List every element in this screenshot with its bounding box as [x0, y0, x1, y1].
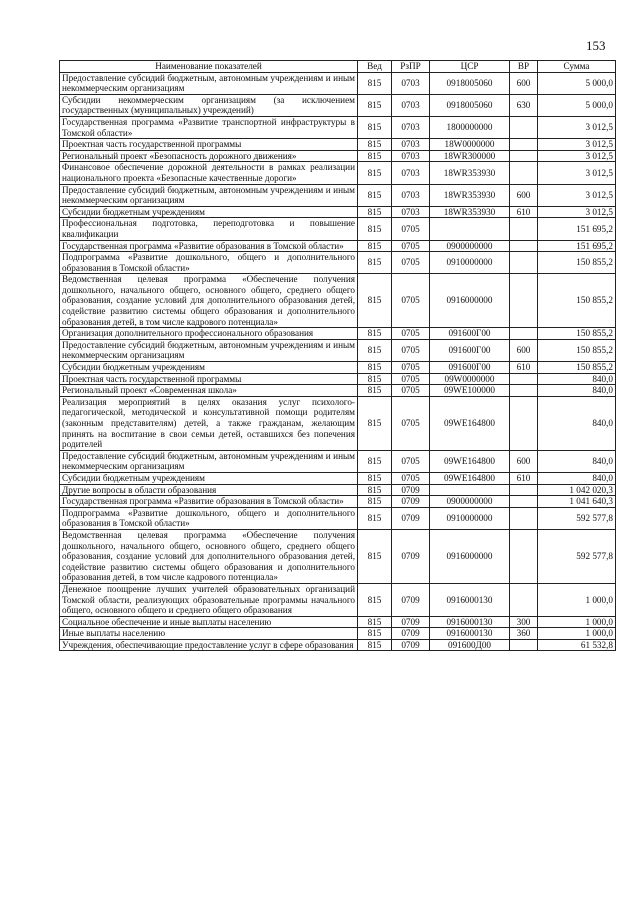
- cell-vr: [510, 583, 538, 616]
- cell-rzpr: 0709: [392, 529, 430, 583]
- cell-csr: [430, 218, 510, 240]
- cell-rzpr: 0705: [392, 362, 430, 374]
- table-row: [60, 252, 616, 274]
- cell-vr: 610: [510, 362, 538, 374]
- cell-sum: 151 695,2: [538, 240, 616, 252]
- cell-ved: 815: [358, 507, 392, 529]
- cell-ved: 815: [358, 339, 392, 361]
- header-rzpr: РзПР: [392, 61, 430, 73]
- cell-vr: [510, 385, 538, 397]
- header-csr: ЦСР: [430, 61, 510, 73]
- cell-name: Проектная часть государственной программы: [60, 139, 358, 151]
- cell-ved: 815: [358, 450, 392, 472]
- table-row: [60, 94, 616, 116]
- cell-ved: 815: [358, 385, 392, 397]
- table-row: [60, 628, 616, 640]
- cell-ved: 815: [358, 373, 392, 385]
- cell-csr: 09WE164800: [430, 472, 510, 484]
- cell-ved: 815: [358, 252, 392, 274]
- cell-ved: 815: [358, 206, 392, 218]
- cell-sum: 150 855,2: [538, 328, 616, 340]
- header-sum: Сумма: [538, 61, 616, 73]
- cell-name: Реализация мероприятий в целях оказания услуг психолого-педагогической, методической и консультативной помощи родителям (законным представителям) детей, а также гражданам, желающим принять на воспитание в свои семьи детей, оставшихся без попечения родителей: [60, 396, 358, 450]
- cell-csr: 0910000000: [430, 507, 510, 529]
- cell-name: Субсидии бюджетным учреждениям: [60, 472, 358, 484]
- cell-rzpr: 0703: [392, 94, 430, 116]
- cell-name: Предоставление субсидий бюджетным, автономным учреждениям и иным некоммерческим организациям: [60, 450, 358, 472]
- cell-ved: 815: [358, 72, 392, 94]
- cell-name: Денежное поощрение лучших учителей образовательных организаций Томской области, реализующих образовательные программы начального общего, основного общего и среднего общего образования: [60, 583, 358, 616]
- cell-csr: 1800000000: [430, 116, 510, 138]
- header-name: Наименование показателей: [60, 61, 358, 73]
- cell-sum: 3 012,5: [538, 184, 616, 206]
- cell-vr: [510, 139, 538, 151]
- table-row: [60, 274, 616, 328]
- cell-name: Региональный проект «Безопасность дорожного движения»: [60, 150, 358, 162]
- cell-name: Ведомственная целевая программа «Обеспечение получения дошкольного, начального общего, основного общего, среднего общего образования, создание условий для дополнительного образования детей, содействие развитию системы общего образования и дополнительного образования детей, в том числе кадрового потенциала»: [60, 274, 358, 328]
- cell-sum: 151 695,2: [538, 218, 616, 240]
- cell-name: Ведомственная целевая программа «Обеспечение получения дошкольного, начального общего, основного общего, среднего общего образования, создание условий для дополнительного образования детей, содействие развитию системы общего образования и дополнительного образования детей, в том числе кадрового потенциала»: [60, 529, 358, 583]
- cell-sum: 840,0: [538, 373, 616, 385]
- cell-vr: 300: [510, 616, 538, 628]
- cell-name: Предоставление субсидий бюджетным, автономным учреждениям и иным некоммерческим организациям: [60, 72, 358, 94]
- cell-ved: 815: [358, 328, 392, 340]
- cell-ved: 815: [358, 396, 392, 450]
- cell-sum: 592 577,8: [538, 507, 616, 529]
- table-row: [60, 162, 616, 184]
- cell-name: Субсидии бюджетным учреждениям: [60, 362, 358, 374]
- cell-name: Субсидии бюджетным учреждениям: [60, 206, 358, 218]
- cell-csr: 18WR353930: [430, 206, 510, 218]
- cell-rzpr: 0705: [392, 339, 430, 361]
- cell-csr: 09WE164800: [430, 450, 510, 472]
- cell-csr: 0918005060: [430, 72, 510, 94]
- cell-csr: 0900000000: [430, 496, 510, 508]
- cell-sum: 150 855,2: [538, 339, 616, 361]
- cell-sum: 3 012,5: [538, 116, 616, 138]
- cell-csr: 09WE164800: [430, 396, 510, 450]
- cell-csr: 0916000000: [430, 274, 510, 328]
- cell-rzpr: 0705: [392, 218, 430, 240]
- cell-name: Профессиональная подготовка, переподготовка и повышение квалификации: [60, 218, 358, 240]
- table-row: [60, 339, 616, 361]
- cell-vr: [510, 162, 538, 184]
- cell-csr: 091600Д00: [430, 639, 510, 651]
- table-row: [60, 496, 616, 508]
- cell-rzpr: 0705: [392, 328, 430, 340]
- cell-sum: 61 532,8: [538, 639, 616, 651]
- cell-ved: 815: [358, 583, 392, 616]
- table-row: [60, 150, 616, 162]
- cell-vr: 600: [510, 184, 538, 206]
- table-header-row: [60, 61, 616, 73]
- cell-name: Государственная программа «Развитие транспортной инфраструктуры в Томской области»: [60, 116, 358, 138]
- cell-csr: 09WE100000: [430, 385, 510, 397]
- cell-name: Предоставление субсидий бюджетным, автономным учреждениям и иным некоммерческим организациям: [60, 184, 358, 206]
- cell-sum: 840,0: [538, 385, 616, 397]
- table-row: [60, 529, 616, 583]
- cell-vr: [510, 484, 538, 496]
- cell-ved: 815: [358, 116, 392, 138]
- cell-name: Учреждения, обеспечивающие предоставление услуг в сфере образования: [60, 639, 358, 651]
- budget-table: [59, 60, 616, 651]
- cell-csr: 0916000000: [430, 529, 510, 583]
- cell-vr: [510, 116, 538, 138]
- cell-name: Другие вопросы в области образования: [60, 484, 358, 496]
- cell-sum: 3 012,5: [538, 139, 616, 151]
- table-row: [60, 240, 616, 252]
- cell-name: Организация дополнительного профессионального образования: [60, 328, 358, 340]
- cell-ved: 815: [358, 139, 392, 151]
- cell-ved: 815: [358, 218, 392, 240]
- cell-sum: 1 000,0: [538, 583, 616, 616]
- table-row: [60, 583, 616, 616]
- table-row: [60, 139, 616, 151]
- cell-ved: 815: [358, 616, 392, 628]
- cell-sum: 3 012,5: [538, 162, 616, 184]
- cell-ved: 815: [358, 162, 392, 184]
- table-row: [60, 328, 616, 340]
- table-row: [60, 484, 616, 496]
- cell-name: Государственная программа «Развитие образования в Томской области»: [60, 496, 358, 508]
- cell-ved: 815: [358, 184, 392, 206]
- header-ved: Вед: [358, 61, 392, 73]
- cell-name: Подпрограмма «Развитие дошкольного, общего и дополнительного образования в Томской области»: [60, 252, 358, 274]
- cell-vr: 630: [510, 94, 538, 116]
- cell-csr: 0918005060: [430, 94, 510, 116]
- cell-vr: [510, 274, 538, 328]
- cell-vr: [510, 240, 538, 252]
- cell-rzpr: 0709: [392, 616, 430, 628]
- cell-sum: 5 000,0: [538, 94, 616, 116]
- cell-sum: 150 855,2: [538, 362, 616, 374]
- cell-sum: 150 855,2: [538, 274, 616, 328]
- cell-sum: 1 041 640,3: [538, 496, 616, 508]
- cell-rzpr: 0709: [392, 583, 430, 616]
- cell-name: Предоставление субсидий бюджетным, автономным учреждениям и иным некоммерческим организациям: [60, 339, 358, 361]
- cell-csr: 091600Г00: [430, 339, 510, 361]
- cell-rzpr: 0709: [392, 484, 430, 496]
- cell-name: Социальное обеспечение и иные выплаты населению: [60, 616, 358, 628]
- cell-vr: 600: [510, 72, 538, 94]
- cell-rzpr: 0703: [392, 206, 430, 218]
- cell-vr: 360: [510, 628, 538, 640]
- cell-csr: 0916000130: [430, 616, 510, 628]
- cell-sum: 840,0: [538, 450, 616, 472]
- cell-vr: [510, 150, 538, 162]
- cell-sum: 840,0: [538, 472, 616, 484]
- cell-sum: 840,0: [538, 396, 616, 450]
- cell-csr: 0916000130: [430, 583, 510, 616]
- table-row: [60, 116, 616, 138]
- cell-csr: [430, 484, 510, 496]
- cell-ved: 815: [358, 496, 392, 508]
- cell-vr: [510, 328, 538, 340]
- cell-csr: 0916000130: [430, 628, 510, 640]
- cell-rzpr: 0709: [392, 639, 430, 651]
- cell-rzpr: 0709: [392, 507, 430, 529]
- cell-sum: 592 577,8: [538, 529, 616, 583]
- cell-vr: 600: [510, 339, 538, 361]
- cell-ved: 815: [358, 484, 392, 496]
- cell-vr: [510, 252, 538, 274]
- cell-ved: 815: [358, 362, 392, 374]
- cell-ved: 815: [358, 150, 392, 162]
- cell-rzpr: 0709: [392, 628, 430, 640]
- cell-vr: 610: [510, 206, 538, 218]
- cell-rzpr: 0705: [392, 240, 430, 252]
- cell-csr: 09W0000000: [430, 373, 510, 385]
- cell-vr: 600: [510, 450, 538, 472]
- cell-name: Субсидии некоммерческим организациям (за исключением государственных (муниципальных) учреждений): [60, 94, 358, 116]
- cell-name: Проектная часть государственной программы: [60, 373, 358, 385]
- cell-rzpr: 0709: [392, 496, 430, 508]
- table-row: [60, 206, 616, 218]
- cell-csr: 18WR300000: [430, 150, 510, 162]
- cell-ved: 815: [358, 529, 392, 583]
- cell-ved: 815: [358, 472, 392, 484]
- cell-rzpr: 0703: [392, 139, 430, 151]
- cell-csr: 18WR353930: [430, 162, 510, 184]
- table-row: [60, 385, 616, 397]
- cell-ved: 815: [358, 628, 392, 640]
- page-number: 153: [586, 38, 606, 53]
- cell-rzpr: 0705: [392, 472, 430, 484]
- cell-name: Иные выплаты населению: [60, 628, 358, 640]
- cell-ved: 815: [358, 274, 392, 328]
- cell-rzpr: 0705: [392, 373, 430, 385]
- cell-rzpr: 0705: [392, 396, 430, 450]
- cell-rzpr: 0705: [392, 385, 430, 397]
- header-vr: ВР: [510, 61, 538, 73]
- table-row: [60, 472, 616, 484]
- cell-rzpr: 0705: [392, 252, 430, 274]
- cell-sum: 3 012,5: [538, 150, 616, 162]
- cell-vr: [510, 373, 538, 385]
- cell-sum: 150 855,2: [538, 252, 616, 274]
- cell-rzpr: 0703: [392, 150, 430, 162]
- table-row: [60, 218, 616, 240]
- table-row: [60, 639, 616, 651]
- table-row: [60, 450, 616, 472]
- cell-ved: 815: [358, 639, 392, 651]
- cell-vr: [510, 507, 538, 529]
- cell-ved: 815: [358, 94, 392, 116]
- cell-csr: 091600Г00: [430, 328, 510, 340]
- cell-name: Государственная программа «Развитие образования в Томской области»: [60, 240, 358, 252]
- table-row: [60, 72, 616, 94]
- table-row: [60, 373, 616, 385]
- cell-vr: [510, 218, 538, 240]
- cell-sum: 1 000,0: [538, 616, 616, 628]
- cell-vr: [510, 529, 538, 583]
- cell-csr: 0910000000: [430, 252, 510, 274]
- cell-sum: 1 000,0: [538, 628, 616, 640]
- cell-rzpr: 0703: [392, 72, 430, 94]
- cell-sum: 5 000,0: [538, 72, 616, 94]
- cell-name: Финансовое обеспечение дорожной деятельности в рамках реализации национального проекта «Безопасные качественные дороги»: [60, 162, 358, 184]
- cell-rzpr: 0703: [392, 116, 430, 138]
- cell-name: Региональный проект «Современная школа»: [60, 385, 358, 397]
- cell-rzpr: 0705: [392, 450, 430, 472]
- cell-rzpr: 0705: [392, 274, 430, 328]
- cell-vr: [510, 396, 538, 450]
- cell-name: Подпрограмма «Развитие дошкольного, общего и дополнительного образования в Томской области»: [60, 507, 358, 529]
- cell-csr: 18WR353930: [430, 184, 510, 206]
- cell-csr: 091600Г00: [430, 362, 510, 374]
- table-row: [60, 184, 616, 206]
- cell-sum: 1 042 020,3: [538, 484, 616, 496]
- cell-vr: [510, 496, 538, 508]
- table-row: [60, 616, 616, 628]
- cell-csr: 18W0000000: [430, 139, 510, 151]
- table-row: [60, 362, 616, 374]
- cell-vr: [510, 639, 538, 651]
- cell-vr: 610: [510, 472, 538, 484]
- cell-rzpr: 0703: [392, 162, 430, 184]
- cell-sum: 3 012,5: [538, 206, 616, 218]
- cell-ved: 815: [358, 240, 392, 252]
- table-row: [60, 396, 616, 450]
- cell-rzpr: 0703: [392, 184, 430, 206]
- table-row: [60, 507, 616, 529]
- cell-csr: 0900000000: [430, 240, 510, 252]
- table-body: [60, 72, 616, 651]
